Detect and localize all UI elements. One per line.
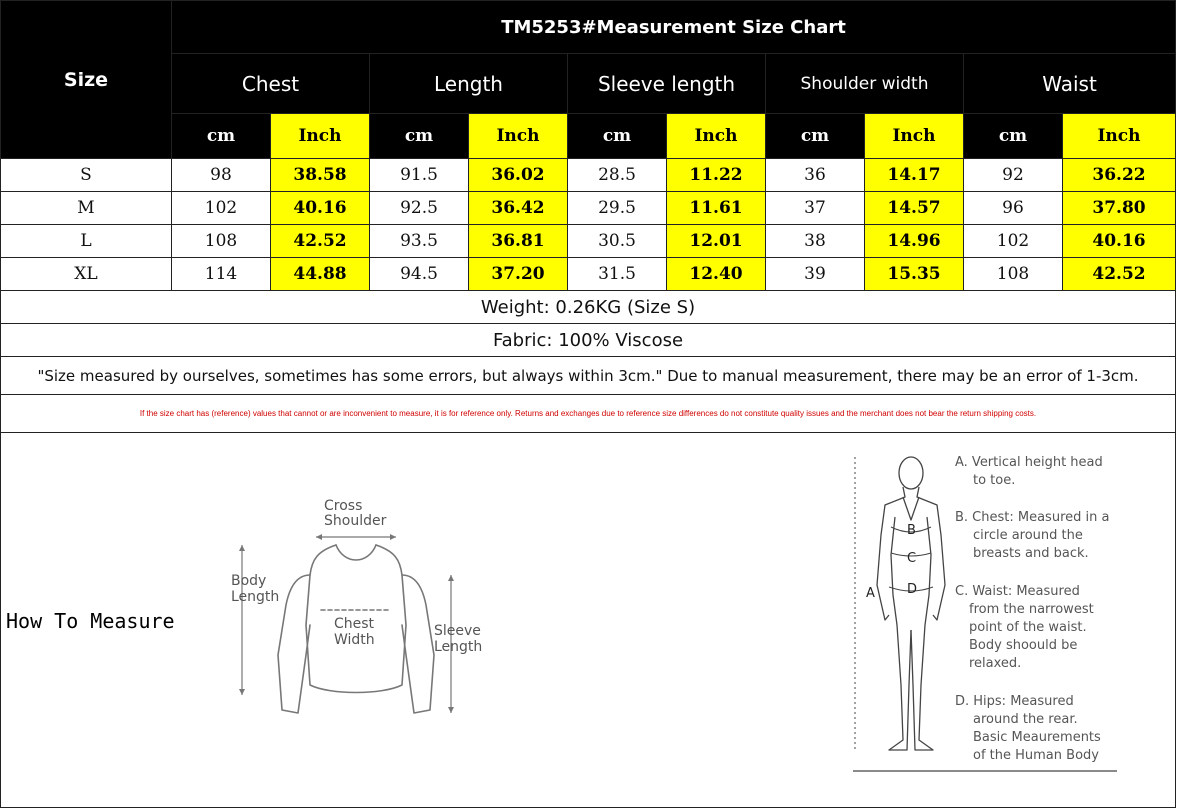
unit-header-cm: cm [568, 114, 667, 159]
body-length-label-2: Length [231, 589, 280, 605]
cm-value-cell: 108 [964, 258, 1063, 291]
marker-d: D [907, 582, 918, 597]
fabric-info: Fabric: 100% Viscose [1, 324, 1176, 357]
inch-value-cell: 42.52 [271, 225, 370, 258]
measurement-note: "Size measured by ourselves, sometimes has some errors, but always within 3cm." Due to manual measurement, there may be an error of 1-3cm. [1, 357, 1176, 395]
unit-header-inch: Inch [667, 114, 766, 159]
note-c-line-4: Body shoould be [969, 638, 1078, 653]
inch-value-cell: 14.96 [865, 225, 964, 258]
inch-value-cell: 11.22 [667, 159, 766, 192]
inch-value-cell: 12.40 [667, 258, 766, 291]
inch-value-cell: 38.58 [271, 159, 370, 192]
note-c-line-3: point of the waist. [969, 620, 1087, 635]
how-to-measure-section [1, 433, 1176, 808]
size-cell: M [1, 192, 172, 225]
note-c-line-2: from the narrowest [969, 602, 1094, 617]
note-d-line-4: of the Human Body [973, 748, 1099, 763]
cm-value-cell: 108 [172, 225, 271, 258]
cm-value-cell: 37 [766, 192, 865, 225]
weight-info: Weight: 0.26KG (Size S) [1, 291, 1176, 324]
table-row [1, 225, 1176, 258]
cm-value-cell: 114 [172, 258, 271, 291]
cm-value-cell: 102 [172, 192, 271, 225]
cm-value-cell: 36 [766, 159, 865, 192]
cm-value-cell: 92.5 [370, 192, 469, 225]
chest-width-label-2: Width [334, 632, 375, 648]
cm-value-cell: 91.5 [370, 159, 469, 192]
inch-value-cell: 15.35 [865, 258, 964, 291]
note-d-line-3: Basic Meaurements [973, 730, 1101, 745]
marker-b: B [907, 523, 916, 538]
inch-value-cell: 12.01 [667, 225, 766, 258]
sleeve-length-label-1: Sleeve [434, 623, 481, 639]
note-c-line-1: C. Waist: Measured [955, 584, 1080, 599]
unit-header-cm: cm [370, 114, 469, 159]
inch-value-cell: 36.02 [469, 159, 568, 192]
inch-value-cell: 37.80 [1063, 192, 1176, 225]
cm-value-cell: 30.5 [568, 225, 667, 258]
cross-shoulder-label-2: Shoulder [324, 513, 387, 529]
unit-header-cm: cm [964, 114, 1063, 159]
sleeve-length-label-2: Length [434, 639, 483, 655]
chest-width-label-1: Chest [334, 616, 375, 632]
size-cell: XL [1, 258, 172, 291]
group-header-shoulder-width: Shoulder width [766, 54, 964, 114]
cm-value-cell: 102 [964, 225, 1063, 258]
note-b-line-2: circle around the [973, 528, 1083, 543]
size-column-header: Size [1, 1, 172, 159]
note-a-line-2: to toe. [973, 473, 1016, 488]
cm-value-cell: 28.5 [568, 159, 667, 192]
group-header-sleeve-length: Sleeve length [568, 54, 766, 114]
cm-value-cell: 38 [766, 225, 865, 258]
note-b-line-3: breasts and back. [973, 546, 1089, 561]
inch-value-cell: 14.57 [865, 192, 964, 225]
body-diagram [851, 445, 1151, 790]
size-cell: S [1, 159, 172, 192]
inch-value-cell: 36.42 [469, 192, 568, 225]
inch-value-cell: 36.81 [469, 225, 568, 258]
cm-value-cell: 92 [964, 159, 1063, 192]
body-length-label-1: Body [231, 573, 267, 589]
garment-diagram [226, 495, 496, 725]
note-a-line-1: A. Vertical height head [955, 455, 1103, 470]
inch-value-cell: 14.17 [865, 159, 964, 192]
cross-shoulder-label-1: Cross [324, 498, 363, 514]
unit-header-inch: Inch [271, 114, 370, 159]
inch-value-cell: 44.88 [271, 258, 370, 291]
table-row [1, 258, 1176, 291]
table-row [1, 159, 1176, 192]
inch-value-cell: 40.16 [271, 192, 370, 225]
cm-value-cell: 98 [172, 159, 271, 192]
chart-title: TM5253#Measurement Size Chart [172, 1, 1176, 54]
inch-value-cell: 37.20 [469, 258, 568, 291]
cm-value-cell: 94.5 [370, 258, 469, 291]
note-b-line-1: B. Chest: Measured in a [955, 510, 1110, 525]
table-row [1, 192, 1176, 225]
inch-value-cell: 40.16 [1063, 225, 1176, 258]
unit-header-inch: Inch [1063, 114, 1176, 159]
cm-value-cell: 31.5 [568, 258, 667, 291]
inch-value-cell: 11.61 [667, 192, 766, 225]
inch-value-cell: 36.22 [1063, 159, 1176, 192]
note-d-line-2: around the rear. [973, 712, 1078, 727]
note-c-line-5: relaxed. [969, 656, 1022, 671]
marker-c: C [907, 551, 917, 566]
unit-header-cm: cm [766, 114, 865, 159]
group-header-length: Length [370, 54, 568, 114]
group-header-waist: Waist [964, 54, 1176, 114]
unit-header-inch: Inch [865, 114, 964, 159]
size-cell: L [1, 225, 172, 258]
cm-value-cell: 29.5 [568, 192, 667, 225]
cm-value-cell: 93.5 [370, 225, 469, 258]
disclaimer-text: If the size chart has (reference) values that cannot or are inconvenient to measure, it is for reference only. Returns and exchanges due to reference size differences do not constitute quality issues and the merchant does not bear the return shipping costs. [1, 395, 1176, 433]
inch-value-cell: 42.52 [1063, 258, 1176, 291]
unit-header-cm: cm [172, 114, 271, 159]
unit-header-inch: Inch [469, 114, 568, 159]
note-d-line-1: D. Hips: Measured [955, 694, 1074, 709]
group-header-chest: Chest [172, 54, 370, 114]
cm-value-cell: 96 [964, 192, 1063, 225]
cm-value-cell: 39 [766, 258, 865, 291]
how-to-measure-label: How To Measure [6, 609, 175, 633]
marker-a: A [866, 586, 875, 601]
